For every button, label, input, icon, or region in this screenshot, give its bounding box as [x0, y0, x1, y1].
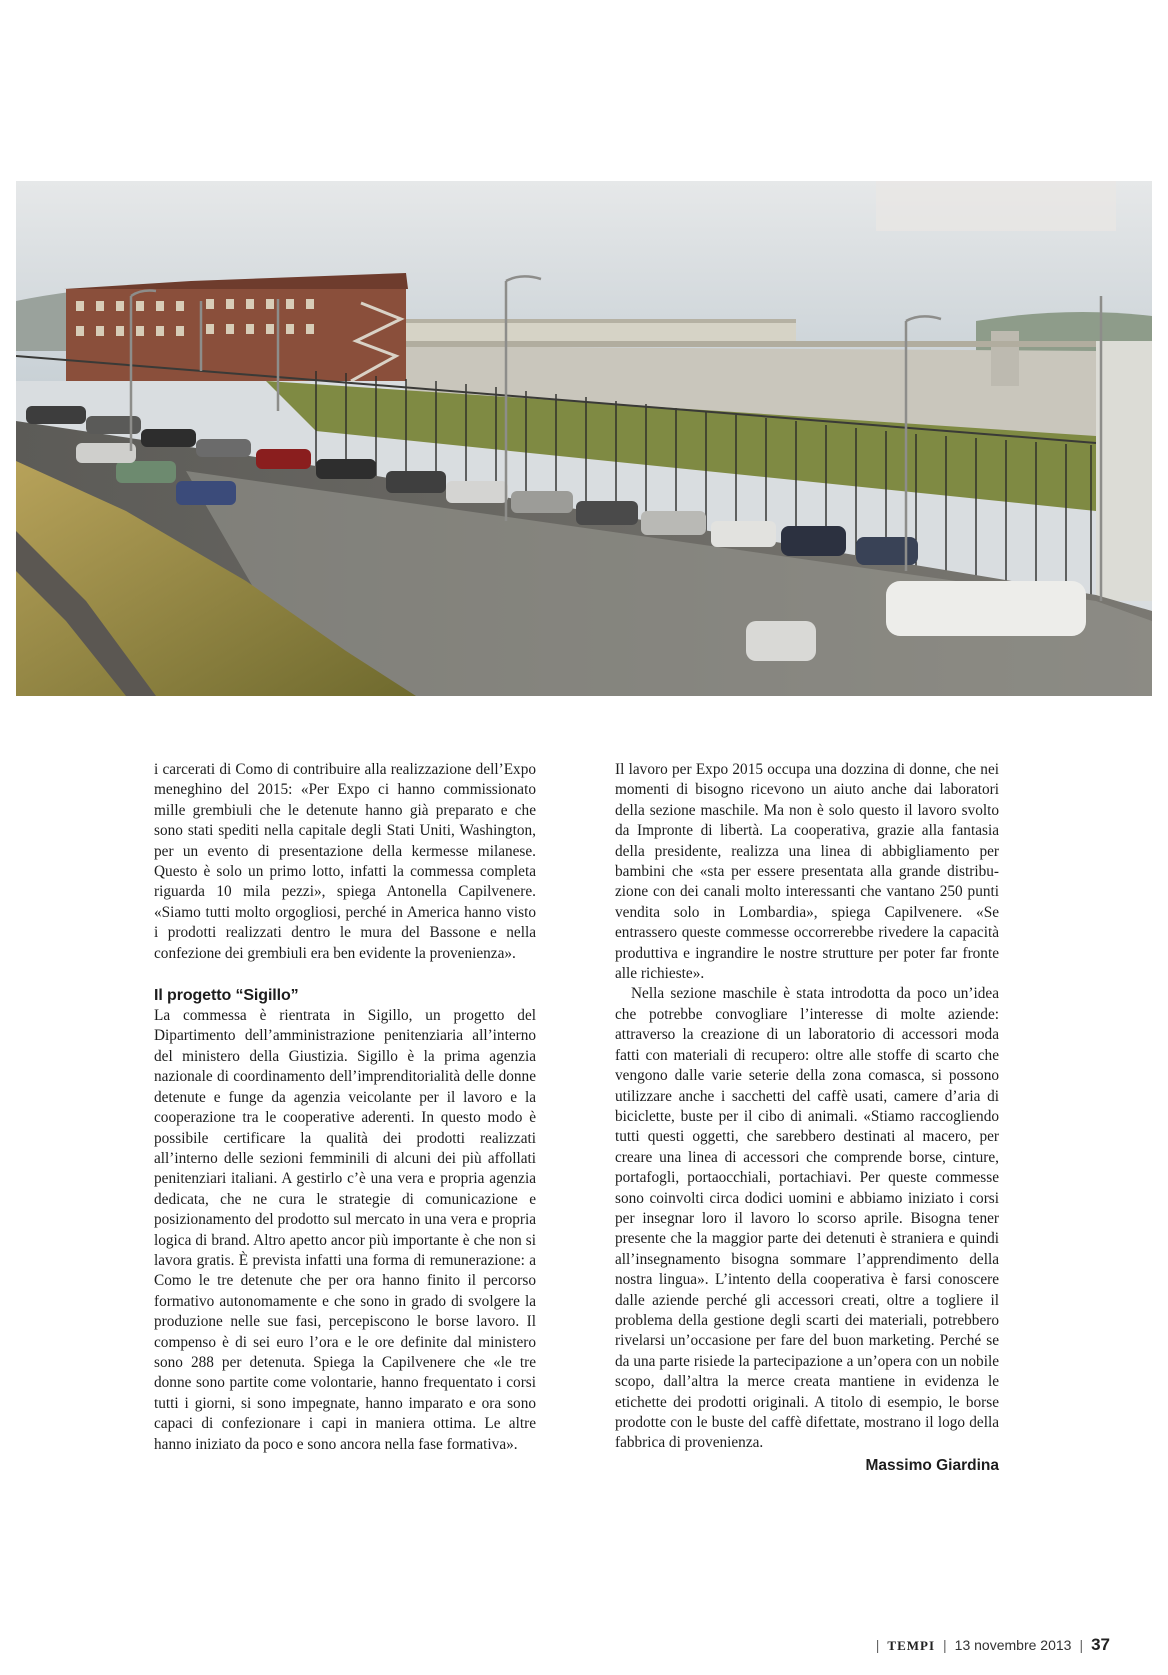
author-byline: Massimo Giardina: [865, 1456, 999, 1474]
magazine-name: TEMPI: [887, 1638, 936, 1653]
expo-paragraph: Il lavoro per Expo 2015 occupa una dozzina di donne, che nei momenti di bisogno ricevono un aiuto anche dai laboratori della sezione maschile. Ma non è solo questo il lavoro svolto da Impronte di libertà. La cooperativa, grazie alla fantasia della presidente, realizza una linea di abbigliamento per bambini che «sta per essere presentata alla grande distribuzione con dei canali molto interessanti che vantano 250 punti vendita solo in Lombardia», spiega Capilvenere. «Se entrassero queste commesse occorrerebbe rivedere la capacità produttiva e ingrandire le nostre strutture per poter far fronte alle richieste».: [615, 761, 999, 983]
prison-photo: [16, 181, 1152, 696]
wall-coping: [406, 341, 1096, 347]
page-folio: [876, 1635, 1110, 1655]
folio-separator: |: [1079, 1637, 1084, 1653]
article-left-column: [154, 760, 536, 1455]
article-right-column: [615, 760, 999, 1476]
intro-paragraph: i carcerati di Como di contribuire alla realizzazione dell’Expo meneghino del 2015: «Per Expo ci hanno commissionato mille grembiuli che le detenute hanno già preparato e che sono stati spediti nella capitale degli Stati Uniti, Washington, per un evento di presentazione della kermesse milanese. Questo è solo un primo lotto, infatti la commessa completa riguarda 10 mila pezzi», spiega Antonella Capilvenere. «Siamo tutti molto orgogliosi, perché in America hanno visto i prodotti realizzati dentro le mura del Bassone e nella confezione dei grembiuli era ben evidente la provenienza».: [154, 761, 536, 962]
sigillo-paragraph: La commessa è rientrata in Sigillo, un progetto del Dipartimento dell’amministrazione penitenziaria all’interno del ministero della Giustizia. Sigillo è la prima agenzia nazionale di coordinamento dell’imprenditorialità delle donne detenute e funge da agenzia veicolante per il lavoro e la cooperazione tra le cooperative aderenti. In questo modo è possibile certificare la qualità dei prodotti realizzati all’interno delle sezioni femminili di alcuni dei più affollati penitenziari italiani. A gestirlo c’è una vera e propria agenzia dedicata, che ne cura le strategie di comunicazione e posizionamento del prodotto sul mercato in una vera e propria logica di brand. Altro apetto ancor più importante è che non si lavora gratis. È prevista infatti una forma di remunerazione: a Como le tre detenute che per ora hanno finito il percorso formativo autonomamente e che sono in grado di svolgere la produzione nelle sue fasi, percepiscono le borse lavoro. Il compenso è di sei euro l’ora e le ore definite dal ministero sono 288 per detenuta. Spiega la Capilvenere che «le tre donne sono partite come volontarie, hanno frequentato i corsi tutti i giorni, si sono impegnate, hanno imparato e ora sono capaci di confezionare i capi in maniera ottima. Le altre hanno iniziato da poco e sono ancora nella fase formativa».: [154, 1007, 536, 1453]
long-building-roof: [406, 319, 796, 323]
folio-separator: |: [875, 1637, 880, 1653]
subhead-sigillo: Il progetto “Sigillo”: [154, 987, 299, 1005]
page-number: 37: [1091, 1635, 1110, 1654]
folio-separator: |: [943, 1637, 947, 1653]
prison-photo-illustration: [16, 181, 1152, 696]
ghost-reflection: [876, 181, 1116, 231]
long-building: [406, 321, 796, 343]
issue-date: 13 novembre 2013: [954, 1637, 1072, 1653]
watch-tower: [991, 331, 1019, 386]
male-section-paragraph: Nella sezione maschile è stata introdotta da poco un’idea che potrebbe convogliare l’interesse di molte aziende: attraverso la creazione di un laboratorio di accessori moda fatti con materiali di recupero: oltre alle stoffe di scarto che vengono dalle varie seterie della zona comasca, si possono utilizzare anche i sacchetti del caffè usati, camere d’aria di biciclette, buste per il cibo di animali. «Stiamo raccogliendo tutti questi oggetti, che sarebbero destinati al macero, per creare una linea di accessori che comprende borse, cinture, portafogli, portaocchiali, portachiavi. Per queste commesse sono coinvolti circa dodici uomini e abbiamo iniziato i corsi per insegnar loro il lavoro lo scorso aprile. Bisogna tener presente che la maggior parte dei detenuti è straniera e quindi all’insegnamento bisogna sommare l’apprendimento della nostra lingua». L’intento della cooperativa è farsi conoscere dalle aziende perché gli accessori creati, oltre a togliere il problema della gestione degli scarti dei materiali, potrebbero rivelarsi un’occasione per fare del buon marketing. Perché se da una parte risiede la partecipazione a un’opera con un nobile scopo, dall’altra la merce creata mantiene in evidenza le etichette dei prodotti originali. A titolo di esempio, le borse prodotte con le buste del caffè difettate, mostrano il logo della fabbrica di provenienza.: [615, 985, 999, 1452]
right-building: [1096, 341, 1152, 601]
